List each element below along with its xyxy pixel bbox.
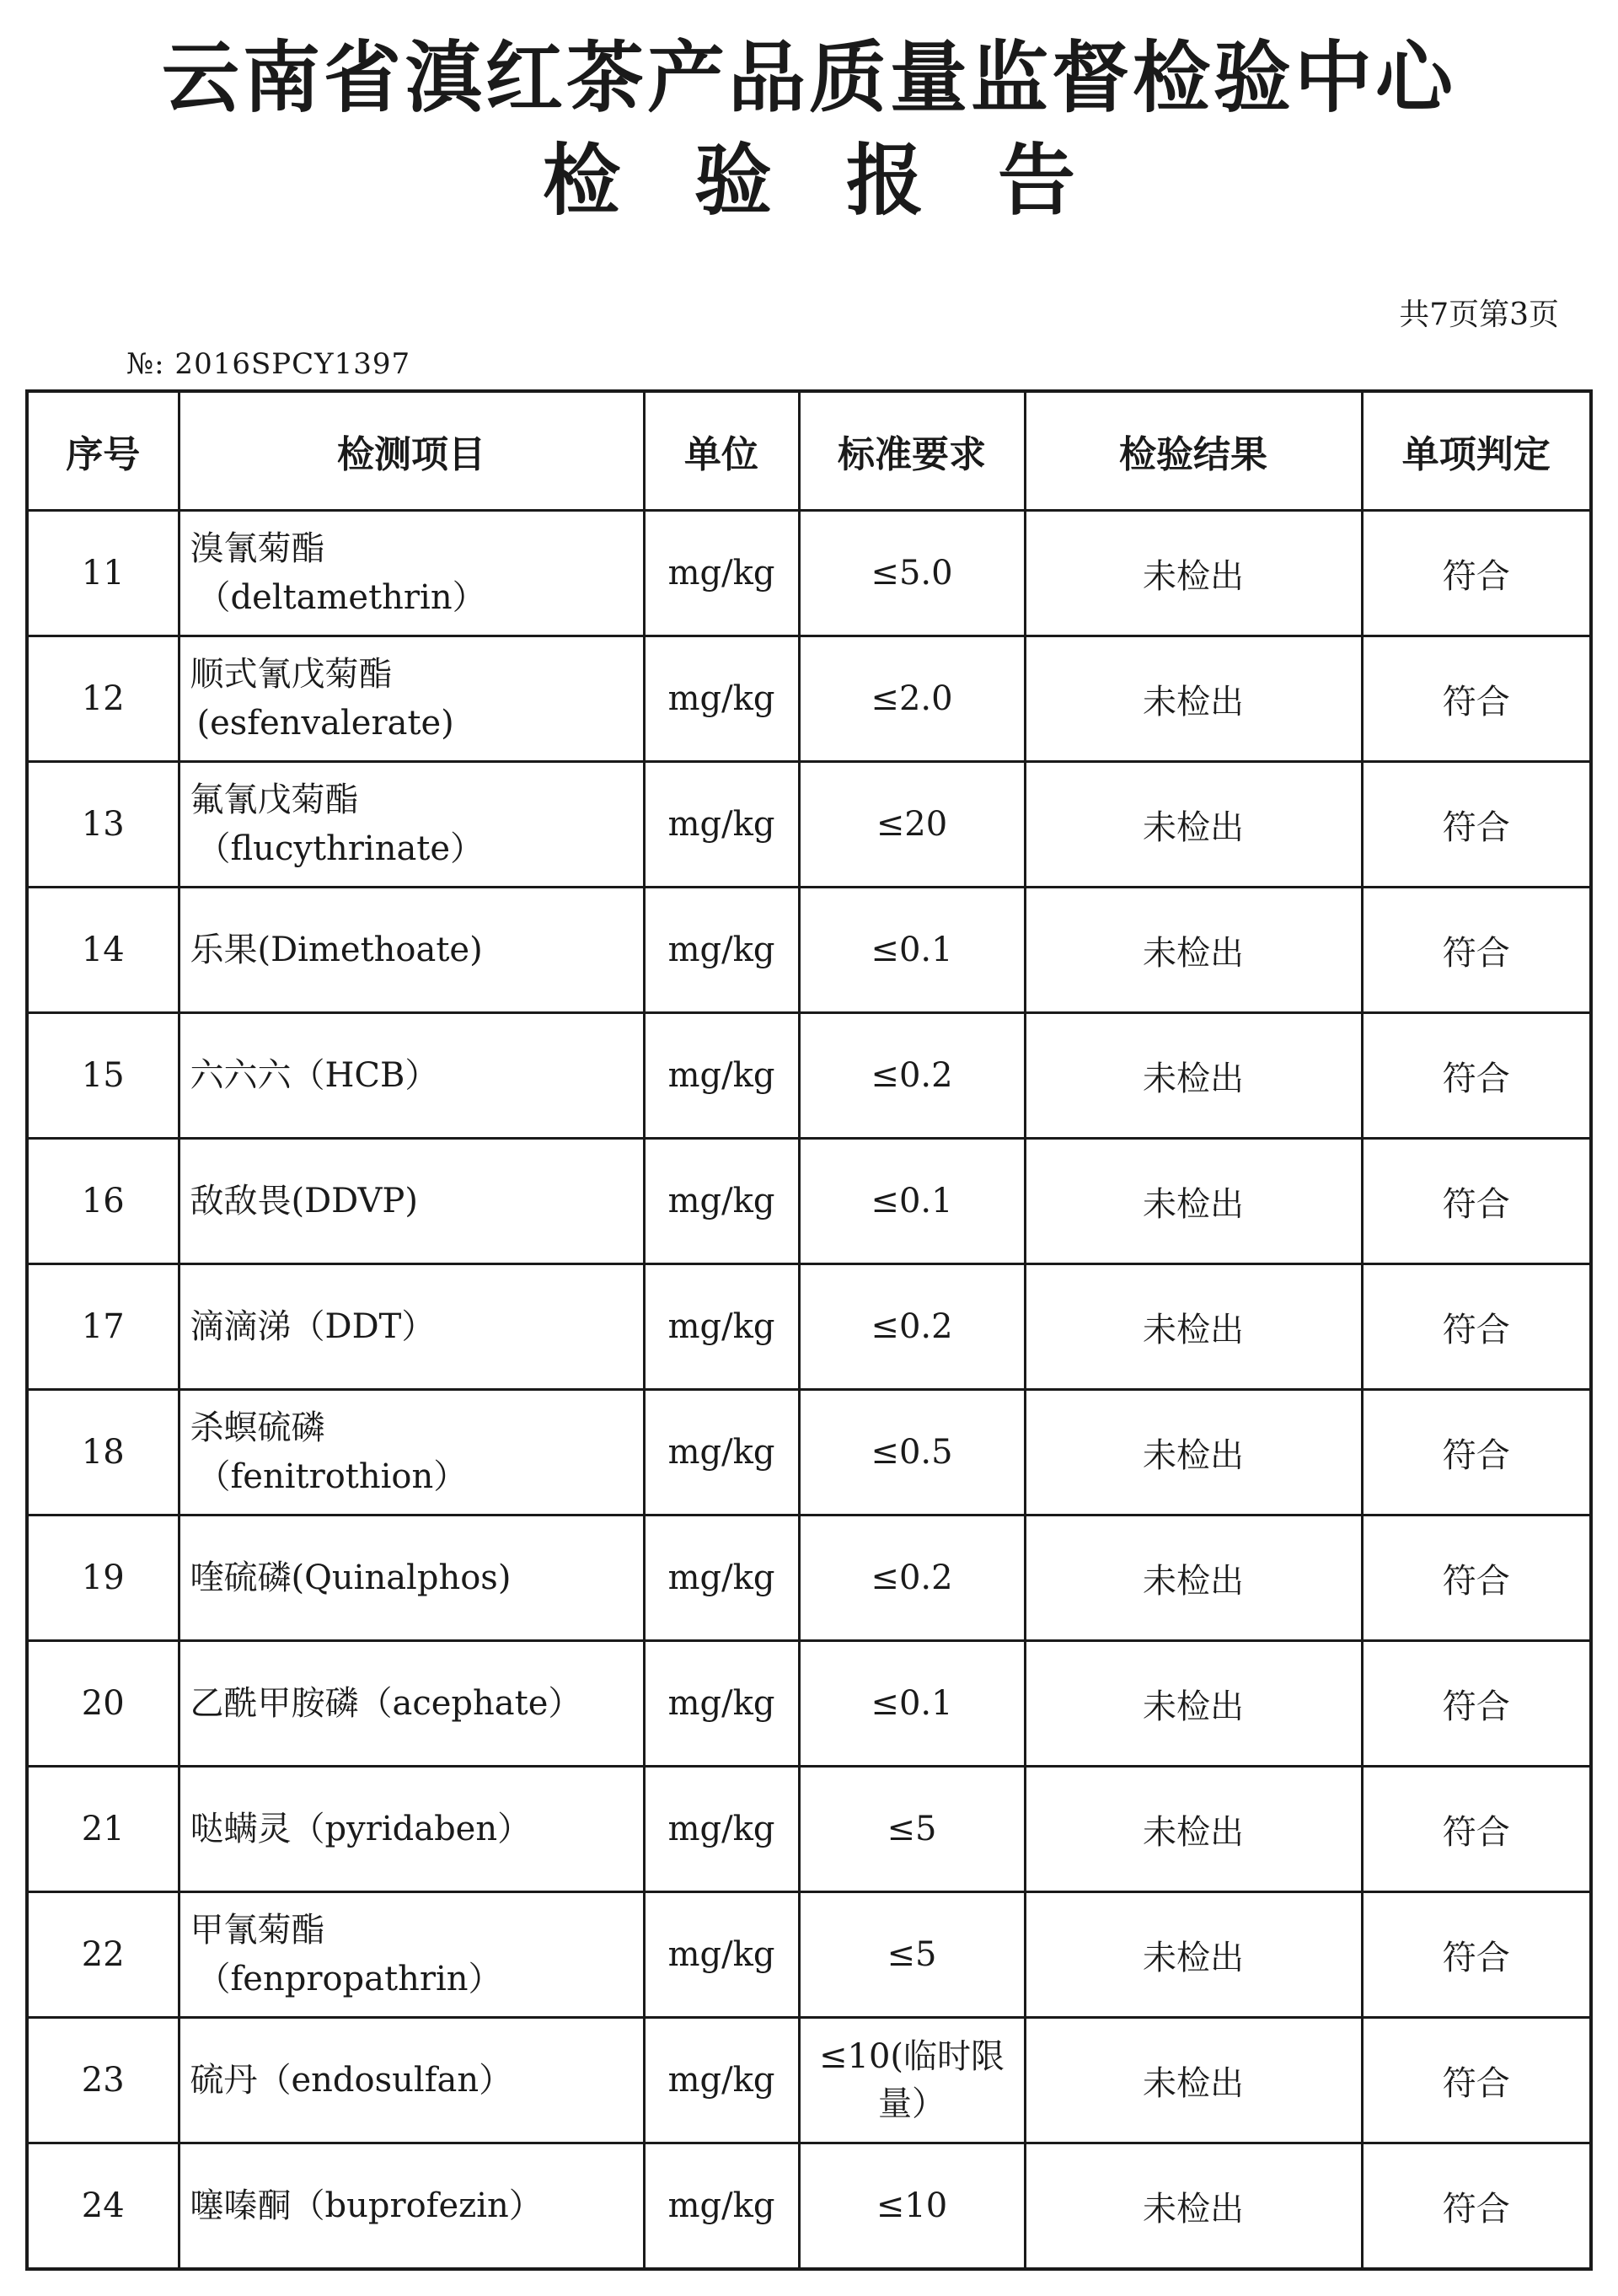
- cell-item: [179, 1139, 644, 1264]
- report-number: №: 2016SPCY1397: [126, 347, 411, 381]
- cell-no: 23: [27, 2018, 179, 2143]
- column-header-judgement: 单项判定: [1362, 391, 1591, 511]
- table-row: [27, 1767, 1591, 1892]
- item-name-cn: 乐果(Dimethoate): [190, 931, 483, 969]
- table-row: [27, 1139, 1591, 1264]
- cell-item: [179, 1390, 644, 1515]
- item-name-cn: 顺式氰戊菊酯: [190, 655, 393, 694]
- cell-standard: ≤10: [799, 2143, 1025, 2270]
- cell-item: [179, 762, 644, 888]
- cell-no: 17: [27, 1264, 179, 1390]
- doc-title-char: 验: [694, 136, 772, 226]
- cell-standard: ≤10(临时限量）: [799, 2018, 1025, 2143]
- cell-standard: ≤0.1: [799, 1641, 1025, 1767]
- cell-result: 未检出: [1025, 1013, 1362, 1139]
- item-name-cn: 溴氰菊酯: [190, 529, 325, 568]
- table-row: [27, 1013, 1591, 1139]
- table-row: [27, 762, 1591, 888]
- doc-title-char: 检: [542, 136, 620, 226]
- cell-result: 未检出: [1025, 2018, 1362, 2143]
- cell-result: 未检出: [1025, 636, 1362, 762]
- cell-item: [179, 888, 644, 1013]
- cell-unit: mg/kg: [644, 1264, 799, 1390]
- doc-title-char: 报: [846, 136, 924, 226]
- table-row: [27, 636, 1591, 762]
- cell-no: 22: [27, 1892, 179, 2018]
- cell-judgement: 符合: [1362, 1641, 1591, 1767]
- cell-item: [179, 636, 644, 762]
- cell-unit: mg/kg: [644, 1641, 799, 1767]
- cell-result: 未检出: [1025, 511, 1362, 636]
- cell-unit: mg/kg: [644, 1515, 799, 1641]
- table-header-row: [27, 391, 1591, 511]
- cell-judgement: 符合: [1362, 1390, 1591, 1515]
- table-row: [27, 1264, 1591, 1390]
- cell-judgement: 符合: [1362, 1139, 1591, 1264]
- cell-standard: ≤5: [799, 1892, 1025, 2018]
- cell-judgement: 符合: [1362, 1264, 1591, 1390]
- cell-result: 未检出: [1025, 1892, 1362, 2018]
- cell-item: [179, 1013, 644, 1139]
- table-row: [27, 1641, 1591, 1767]
- cell-standard: ≤20: [799, 762, 1025, 888]
- cell-item: [179, 2018, 644, 2143]
- cell-no: 19: [27, 1515, 179, 1641]
- cell-judgement: 符合: [1362, 1892, 1591, 2018]
- column-header-unit: 单位: [644, 391, 799, 511]
- cell-unit: mg/kg: [644, 1390, 799, 1515]
- item-name-cn: 硫丹（endosulfan）: [190, 2061, 513, 2100]
- cell-no: 12: [27, 636, 179, 762]
- cell-result: 未检出: [1025, 762, 1362, 888]
- cell-unit: mg/kg: [644, 2018, 799, 2143]
- cell-no: 24: [27, 2143, 179, 2270]
- cell-item: [179, 1892, 644, 2018]
- cell-no: 18: [27, 1390, 179, 1515]
- cell-standard: ≤5.0: [799, 511, 1025, 636]
- cell-result: 未检出: [1025, 1767, 1362, 1892]
- item-name-en: （flucythrinate）: [196, 829, 485, 868]
- cell-unit: mg/kg: [644, 2143, 799, 2270]
- cell-result: 未检出: [1025, 1515, 1362, 1641]
- cell-item: [179, 2143, 644, 2270]
- cell-unit: mg/kg: [644, 636, 799, 762]
- cell-judgement: 符合: [1362, 888, 1591, 1013]
- cell-judgement: 符合: [1362, 511, 1591, 636]
- cell-item: [179, 1641, 644, 1767]
- cell-standard: ≤0.5: [799, 1390, 1025, 1515]
- cell-result: 未检出: [1025, 1641, 1362, 1767]
- item-name-en: (esfenvalerate): [196, 704, 454, 743]
- cell-item: [179, 1515, 644, 1641]
- cell-standard: ≤0.1: [799, 1139, 1025, 1264]
- item-name-cn: 喹硫磷(Quinalphos): [190, 1558, 512, 1597]
- item-name-cn: 氟氰戊菊酯: [190, 781, 359, 819]
- cell-item: [179, 511, 644, 636]
- item-name-en: （fenpropathrin）: [196, 1960, 502, 1998]
- item-name-cn: 杀螟硫磷: [190, 1408, 325, 1447]
- table-row: [27, 1390, 1591, 1515]
- cell-unit: mg/kg: [644, 1013, 799, 1139]
- cell-unit: mg/kg: [644, 1892, 799, 2018]
- item-name-cn: 敌敌畏(DDVP): [190, 1182, 418, 1220]
- cell-item: [179, 1767, 644, 1892]
- cell-result: 未检出: [1025, 2143, 1362, 2270]
- item-name-cn: 滴滴涕（DDT）: [190, 1307, 436, 1346]
- table-row: [27, 1892, 1591, 2018]
- cell-no: 21: [27, 1767, 179, 1892]
- table-row: [27, 2143, 1591, 2270]
- cell-result: 未检出: [1025, 1390, 1362, 1515]
- doc-title-char: 告: [998, 136, 1076, 226]
- cell-standard: ≤5: [799, 1767, 1025, 1892]
- cell-judgement: 符合: [1362, 1767, 1591, 1892]
- cell-unit: mg/kg: [644, 762, 799, 888]
- cell-judgement: 符合: [1362, 2143, 1591, 2270]
- org-title: 云南省滇红茶产品质量监督检验中心: [161, 33, 1456, 123]
- item-name-cn: 哒螨灵（pyridaben）: [190, 1810, 532, 1848]
- cell-unit: mg/kg: [644, 511, 799, 636]
- cell-standard: ≤0.2: [799, 1013, 1025, 1139]
- cell-no: 13: [27, 762, 179, 888]
- cell-standard: ≤0.2: [799, 1264, 1025, 1390]
- table-row: [27, 2018, 1591, 2143]
- column-header-no: 序号: [27, 391, 179, 511]
- cell-judgement: 符合: [1362, 2018, 1591, 2143]
- cell-no: 16: [27, 1139, 179, 1264]
- item-name-cn: 乙酰甲胺磷（acephate）: [190, 1684, 582, 1723]
- cell-result: 未检出: [1025, 1264, 1362, 1390]
- cell-result: 未检出: [1025, 888, 1362, 1013]
- inspection-results-table: [25, 389, 1593, 2271]
- cell-judgement: 符合: [1362, 1013, 1591, 1139]
- cell-item: [179, 1264, 644, 1390]
- table-row: [27, 1515, 1591, 1641]
- cell-unit: mg/kg: [644, 1139, 799, 1264]
- item-name-en: （fenitrothion）: [196, 1457, 468, 1496]
- item-name-en: （deltamethrin）: [196, 578, 486, 617]
- page-indicator: 共7页第3页: [1399, 298, 1559, 332]
- doc-title: [0, 135, 1618, 228]
- item-name-cn: 甲氰菊酯: [190, 1911, 325, 1950]
- table-row: [27, 888, 1591, 1013]
- column-header-result: 检验结果: [1025, 391, 1362, 511]
- cell-judgement: 符合: [1362, 636, 1591, 762]
- cell-judgement: 符合: [1362, 1515, 1591, 1641]
- cell-unit: mg/kg: [644, 888, 799, 1013]
- column-header-item: 检测项目: [179, 391, 644, 511]
- cell-unit: mg/kg: [644, 1767, 799, 1892]
- cell-no: 11: [27, 511, 179, 636]
- column-header-standard: 标准要求: [799, 391, 1025, 511]
- cell-result: 未检出: [1025, 1139, 1362, 1264]
- cell-no: 15: [27, 1013, 179, 1139]
- cell-no: 14: [27, 888, 179, 1013]
- cell-judgement: 符合: [1362, 762, 1591, 888]
- cell-standard: ≤2.0: [799, 636, 1025, 762]
- item-name-cn: 六六六（HCB）: [190, 1056, 439, 1095]
- cell-standard: ≤0.2: [799, 1515, 1025, 1641]
- cell-no: 20: [27, 1641, 179, 1767]
- item-name-cn: 噻嗪酮（buprofezin）: [190, 2186, 543, 2225]
- table-row: [27, 511, 1591, 636]
- cell-standard: ≤0.1: [799, 888, 1025, 1013]
